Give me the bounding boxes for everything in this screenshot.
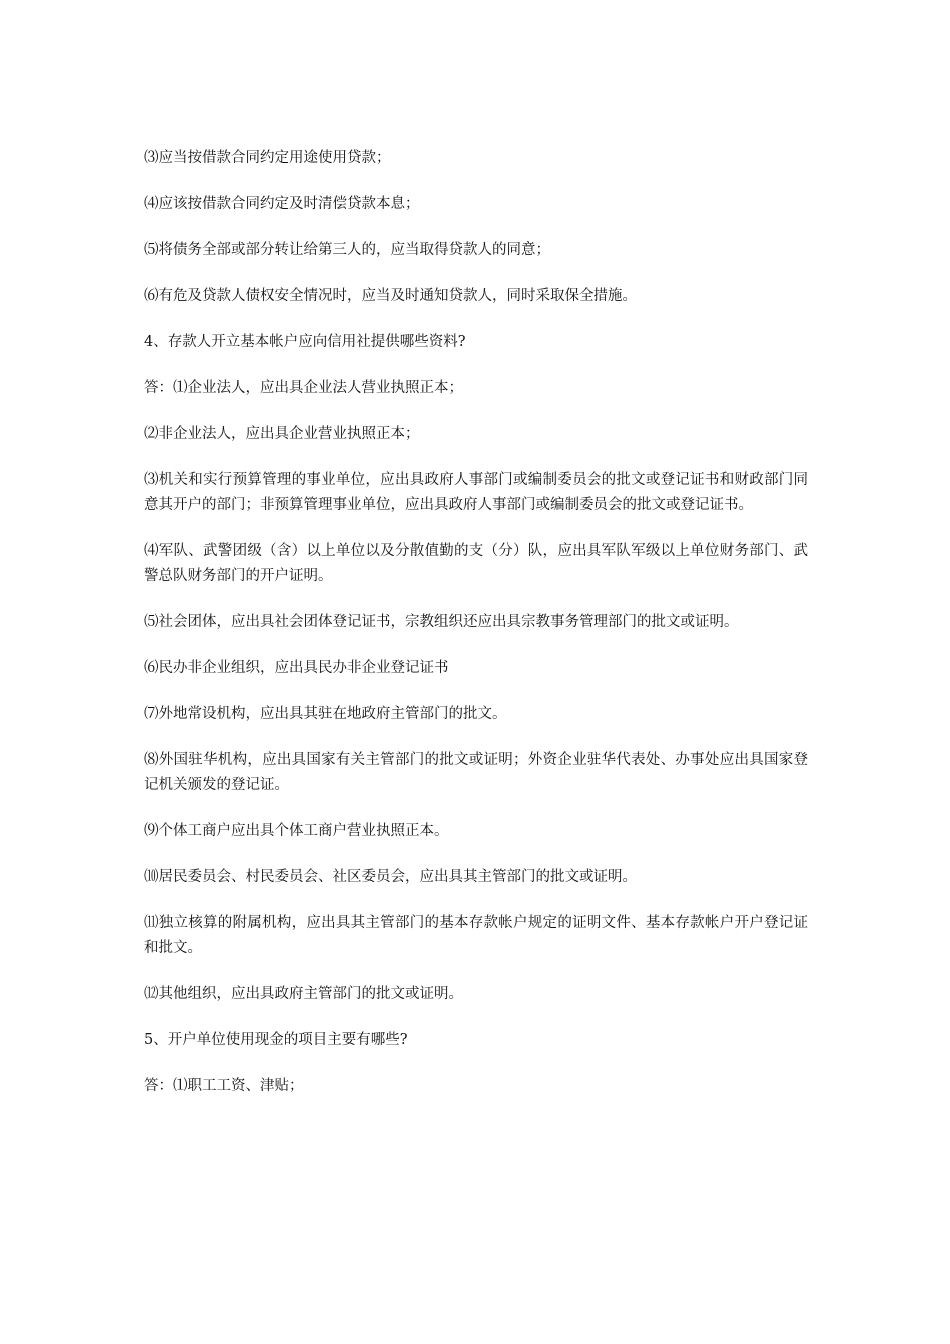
answer-4-item-6: ⑹民办非企业组织，应出具民办非企业登记证书 [144,660,449,676]
answer-4-item-9: ⑼个体工商户应出具个体工商户营业执照正本。 [144,823,449,839]
document-body [144,146,808,1120]
answer-4-item-11: ⑾独立核算的附属机构，应出具其主管部门的基本存款帐户规定的证明文件、基本存款帐户开户登记证和批文。 [144,915,808,956]
question-4-heading: 4、存款人开立基本帐户应向信用社提供哪些资料? [144,334,466,350]
answer-4-item-7: ⑺外地常设机构，应出具其驻在地政府主管部门的批文。 [144,706,507,722]
paragraph-item-6: ⑹有危及贷款人债权安全情况时，应当及时通知贷款人，同时采取保全措施。 [144,288,637,304]
paragraph-item-5: ⑸将债务全部或部分转让给第三人的，应当取得贷款人的同意； [144,242,550,258]
answer-4-item-8: ⑻外国驻华机构，应出具国家有关主管部门的批文或证明；外资企业驻华代表处、办事处应出具国家登记机关颁发的登记证。 [144,752,808,793]
answer-5-item-1: 答：⑴职工工资、津贴； [144,1078,304,1094]
answer-4-item-10: ⑽居民委员会、村民委员会、社区委员会，应出具其主管部门的批文或证明。 [144,869,637,885]
answer-4-item-3: ⑶机关和实行预算管理的事业单位，应出具政府人事部门或编制委员会的批文或登记证书和财政部门同意其开户的部门；非预算管理事业单位，应出具政府人事部门或编制委员会的批文或登记证书。 [144,472,808,513]
paragraph-item-3: ⑶应当按借款合同约定用途使用贷款； [144,150,391,166]
answer-4-item-4: ⑷军队、武警团级（含）以上单位以及分散值勤的支（分）队，应出具军队军级以上单位财务部门、武警总队财务部门的开户证明。 [144,543,808,584]
paragraph-item-4: ⑷应该按借款合同约定及时清偿贷款本息； [144,196,420,212]
answer-4-item-12: ⑿其他组织，应出具政府主管部门的批文或证明。 [144,986,463,1002]
answer-4-item-1: 答：⑴企业法人，应出具企业法人营业执照正本； [144,380,463,396]
answer-4-item-2: ⑵非企业法人，应出具企业营业执照正本； [144,426,420,442]
question-5-heading: 5、开户单位使用现金的项目主要有哪些? [144,1032,408,1048]
answer-4-item-5: ⑸社会团体，应出具社会团体登记证书，宗教组织还应出具宗教事务管理部门的批文或证明。 [144,614,739,630]
